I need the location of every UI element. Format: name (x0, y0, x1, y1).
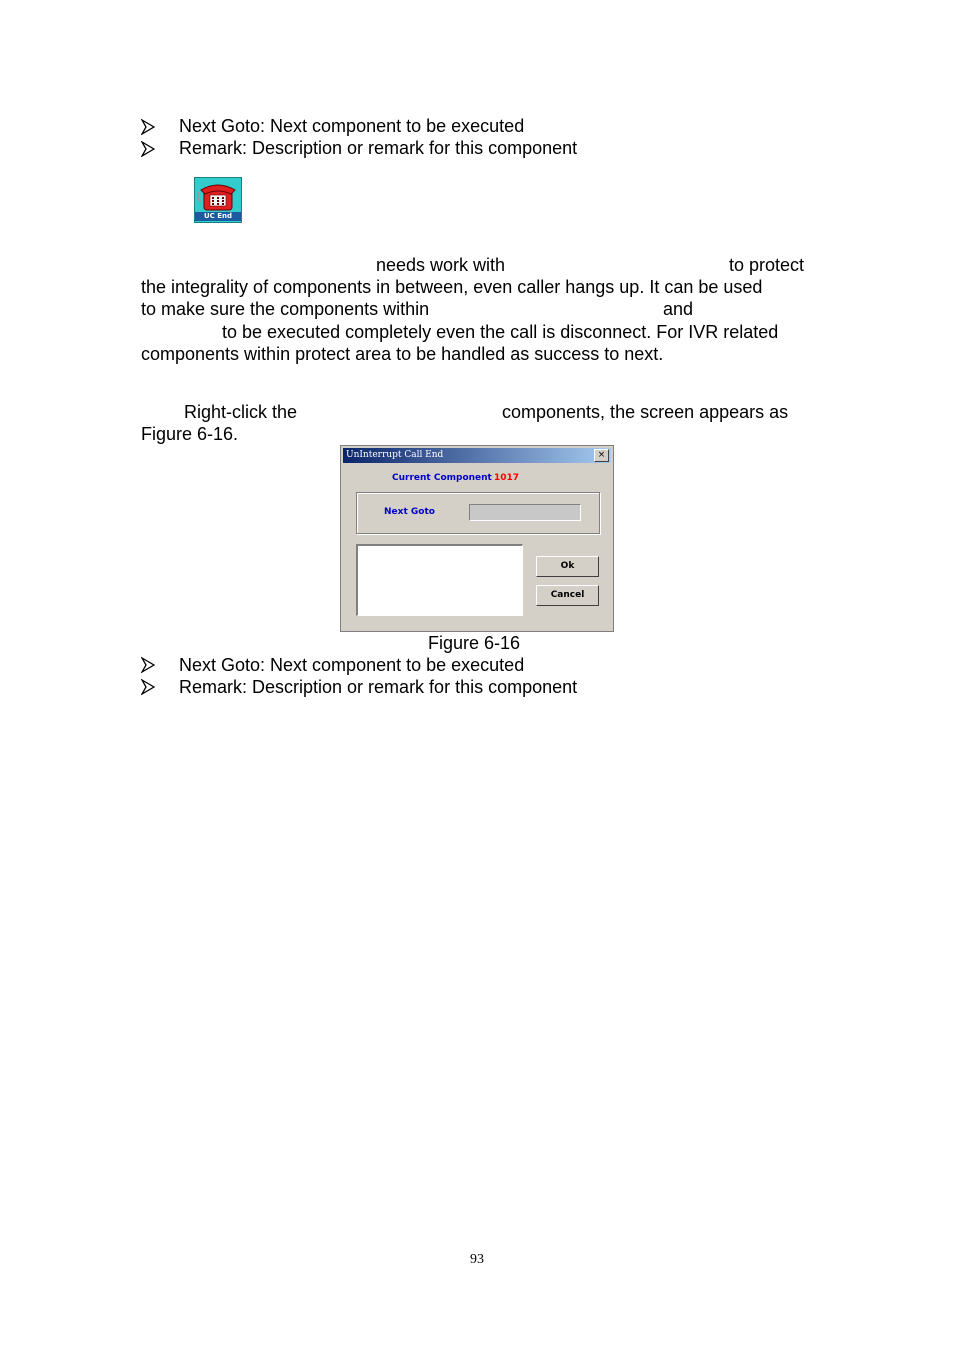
ok-button[interactable]: Ok (536, 556, 599, 577)
next-goto-label: Next Goto (384, 507, 435, 517)
bullet-text: Next Goto: Next component to be executed (179, 655, 525, 675)
close-icon[interactable]: × (594, 449, 609, 462)
paragraph-line-1b: to protect (729, 255, 805, 275)
bullet-text: Next Goto: Next component to be executed (179, 116, 525, 136)
current-component-value: 1017 (494, 473, 520, 483)
current-component-label: Current Component (392, 473, 492, 483)
red-telephone-icon (195, 180, 241, 212)
bullet-text: Remark: Description or remark for this component (179, 138, 578, 158)
paragraph-line-1a: needs work with (376, 255, 506, 275)
bullet-text: Remark: Description or remark for this component (179, 677, 578, 697)
cancel-button[interactable]: Cancel (536, 585, 599, 606)
dialog-titlebar (343, 448, 611, 463)
page-number: 93 (470, 1252, 484, 1267)
bullet-arrow-icon (141, 657, 155, 673)
uc-end-label: UC End (195, 212, 241, 221)
rightclick-tail: components, the screen appears as (502, 402, 789, 422)
bullet-arrow-icon (141, 119, 155, 135)
rightclick-lead: Right-click the (184, 402, 298, 422)
uninterrupt-call-end-dialog (340, 445, 614, 632)
paragraph-line-5: components within protect area to be handled as success to next. (141, 344, 664, 364)
uc-end-component-icon (194, 177, 242, 223)
next-goto-field[interactable] (469, 504, 581, 521)
figure-reference: Figure 6-16. (141, 424, 239, 444)
paragraph-line-4: to be executed completely even the call is disconnect. For IVR related (222, 322, 779, 342)
dialog-title: UnInterrupt Call End (346, 450, 444, 460)
paragraph-line-3b: and (663, 299, 694, 319)
bullet-arrow-icon (141, 679, 155, 695)
paragraph-line-3a: to make sure the components within (141, 299, 430, 319)
remark-textarea[interactable] (356, 544, 523, 616)
bullet-arrow-icon (141, 141, 155, 157)
figure-caption: Figure 6-16 (428, 633, 521, 653)
paragraph-line-2: the integrality of components in between, even caller hangs up. It can be used (141, 277, 763, 297)
